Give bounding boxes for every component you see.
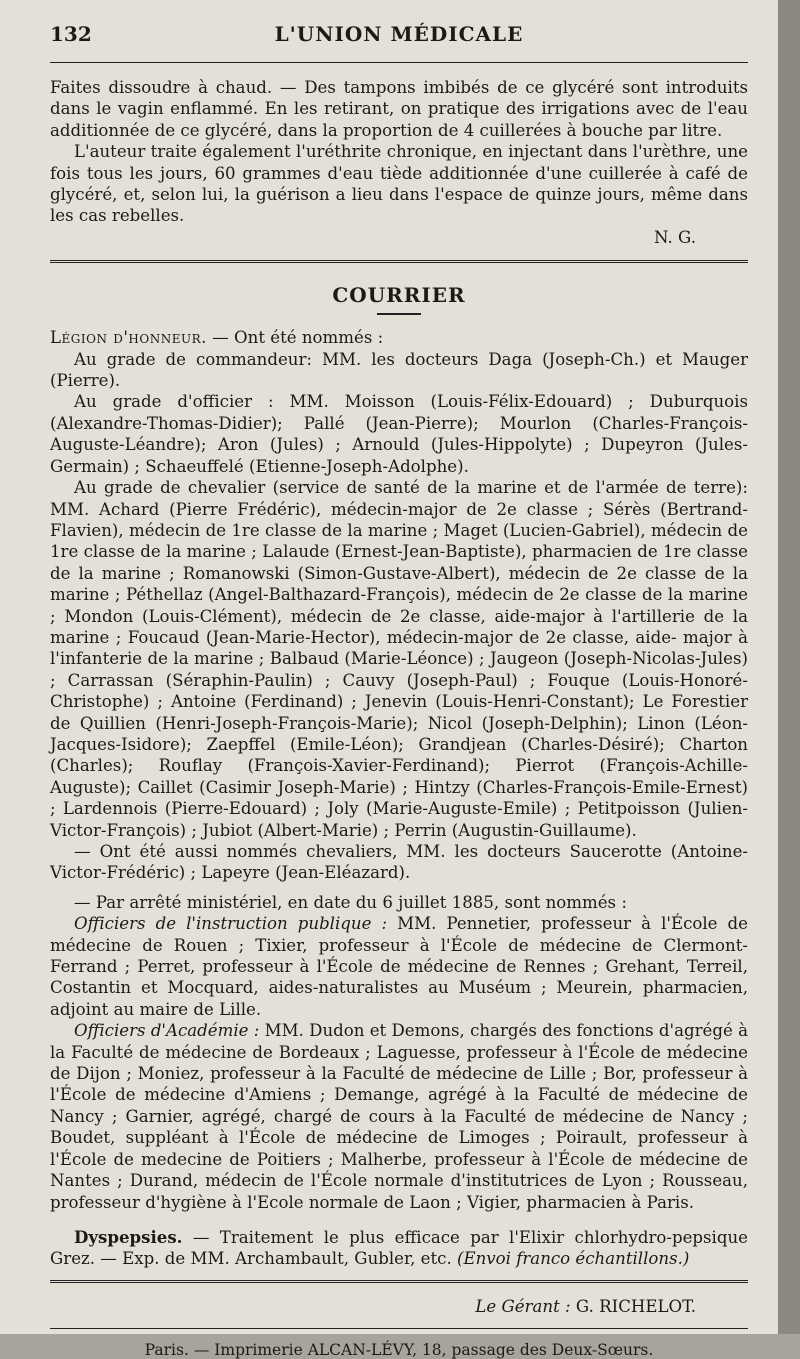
gerant-name: G. RICHELOT.	[570, 1296, 696, 1316]
instruction-paragraph	[50, 913, 748, 1020]
legion-intro	[50, 327, 748, 348]
arrete-intro: — Par arrêté ministériel, en date du 6 juillet 1885, sont nommés :	[74, 892, 627, 912]
ad-heading: Dyspepsies.	[74, 1226, 183, 1247]
instruction-label: Officiers de l'instruction publique :	[74, 914, 388, 934]
officier-paragraph: Au grade d'officier : MM. Moisson (Louis-Félix-Edouard) ; Duburquois (Alexandre-Thomas-Didier); Pallé (Jean-Pierre); Mourlon (Charles-François-Auguste-Léandre); Aron (Jules) ; Arnould (Jules-Hippolyte) ; Dupeyron (Jules-Germain) ; Schaeuffelé (Etienne-Joseph-Adolphe).	[50, 392, 748, 476]
chevaliers-docteurs-paragraph: — Ont été aussi nommés chevaliers, MM. les docteurs Saucerotte (Antoine-Victor-Frédéric) ; Lapeyre (Jean-Eléazard).	[50, 842, 748, 883]
academie-text: MM. Dudon et Demons, chargés des fonctions d'agrégé à la Faculté de médecine de Bordeaux ; Laguesse, professeur à l'École de médecine de Dijon ; Moniez, professeur à la Faculté de médecine de Lille ; Bor, professeur à l'École de médecine d'Amiens ; Demange, agrégé à la Faculté de médecine de Nancy ; Garnier, agrégé, chargé de cours à la Faculté de médecine de Nancy ; Boudet, suppléant à l'École de médecine de Limoges ; Poirault, professeur à l'École de medecine de Poitiers ; Malherbe, professeur à l'École de médecine de Nantes ; Durand, médecin de l'École normale d'institutrices de Lyon ; Rousseau, professeur d'hygiène à l'Ecole normale de Laon ; Vigier, pharmacien à Paris.	[50, 1021, 748, 1212]
advertisement	[50, 1227, 748, 1270]
title-rule	[377, 313, 421, 315]
author-signature: N. G.	[654, 227, 696, 247]
printer-rule	[50, 1328, 748, 1329]
commandeur-paragraph: Au grade de commandeur: MM. les docteurs Daga (Joseph-Ch.) et Mauger (Pierre).	[50, 349, 748, 391]
academie-label: Officiers d'Académie :	[74, 1021, 260, 1041]
chevalier-paragraph: Au grade de chevalier (service de santé de la marine et de l'armée de terre): MM. Achard (Pierre Frédéric), médecin-major de 2e classe ; Sérès (Bertrand-Flavien), médecin de 1re classe de la marine ; Maget (Lucien-Gabriel), médecin de 1re classe de la marine ; Lalaude (Ernest-Jean-Baptiste), pharmacien de 1re classe de la marine ; Romanowski (Simon-Gustave-Albert), médecin de 2e classe de la marine ; Péthellaz (Angel-Balthazard-François), médecin de 2e classe de la marine ; Mondon (Louis-Clément), médecin de 2e classe, aide-major à l'artillerie de la marine ; Foucaud (Jean-Marie-Hector), médecin-major de 2e classe, aide- major à l'infanterie de la marine ; Balbaud (Marie-Léonce) ; Jaugeon (Joseph-Nicolas-Jules) ; Carrassan (Séraphin-Paulin) ; Cauvy (Joseph-Paul) ; Fouque (Louis-Honoré-Christophe) ; Antoine (Ferdinand) ; Jenevin (Louis-Henri-Constant); Le Forestier de Quillien (Henri-Joseph-François-Marie); Nicol (Joseph-Delphin); Linon (Léon-Jacques-Isidore); Zaepffel (Emile-Léon); Grandjean (Charles-Désiré); Charton (Charles); Rouflay (François-Xavier-Ferdinand); Pierrot (François-Achille-Auguste); Caillet (Casimir Joseph-Marie) ; Hintzy (Charles-François-Emile-Ernest) ; Lardennois (Pierre-Edouard) ; Joly (Marie-Auguste-Emile) ; Petitpoisson (Julien-Victor-François) ; Jubiot (Albert-Marie) ; Perrin (Augustin-Guillaume).	[50, 478, 748, 840]
page-edge	[778, 0, 800, 1334]
gerant-label: Le Gérant :	[475, 1296, 571, 1316]
gerant-line	[50, 1297, 748, 1316]
printer-line: Paris. — Imprimerie ALCAN-LÉVY, 18, passage des Deux-Sœurs.	[144, 1340, 654, 1359]
instruction-text: MM. Pennetier, professeur à l'École de médecine de Rouen ; Tixier, professeur à l'École de médecine de Clermont-Ferrand ; Perret, professeur à l'École de médecine de Rennes ; Grehant, Terreil, Costantin et Mocquard, aides-naturalistes au Muséum ; Meurein, pharmacien, adjoint au maire de Lille.	[50, 914, 748, 1019]
ad-note: (Envoi franco échantillons.)	[457, 1249, 690, 1269]
header-rule	[50, 62, 748, 63]
section-divider	[50, 260, 748, 263]
intro-paragraph: Faites dissoudre à chaud. — Des tampons imbibés de ce glycéré sont introduits dans le vagin enflammé. En les retirant, on pratique des irrigations avec de l'eau additionnée de ce glycéré, dans la proportion de 4 cuillerées à bouche par litre.	[50, 78, 748, 140]
footer-divider	[50, 1280, 748, 1283]
academie-paragraph	[50, 1020, 748, 1213]
intro-paragraph: L'auteur traite également l'uréthrite chronique, en injectant dans l'urèthre, une fois tous les jours, 60 grammes d'eau tiède additionnée d'une cuillerée à café de glycéré, et, selon lui, la guérison a lieu dans l'espace de quinze jours, même dans les cas rebelles.	[50, 142, 748, 226]
section-title: COURRIER	[332, 283, 466, 308]
journal-title: L'UNION MÉDICALE	[274, 22, 524, 46]
running-header	[50, 22, 748, 52]
page-number: 132	[50, 22, 92, 46]
legion-intro-text: — Ont été nommés :	[206, 328, 384, 348]
ad-text: — Traitement le plus efficace par l'Elixir chlorhydro-pepsique Grez. — Exp. de MM. Archambault, Gubler, etc.	[50, 1227, 748, 1269]
legion-heading: Légion d'honneur.	[50, 328, 207, 348]
